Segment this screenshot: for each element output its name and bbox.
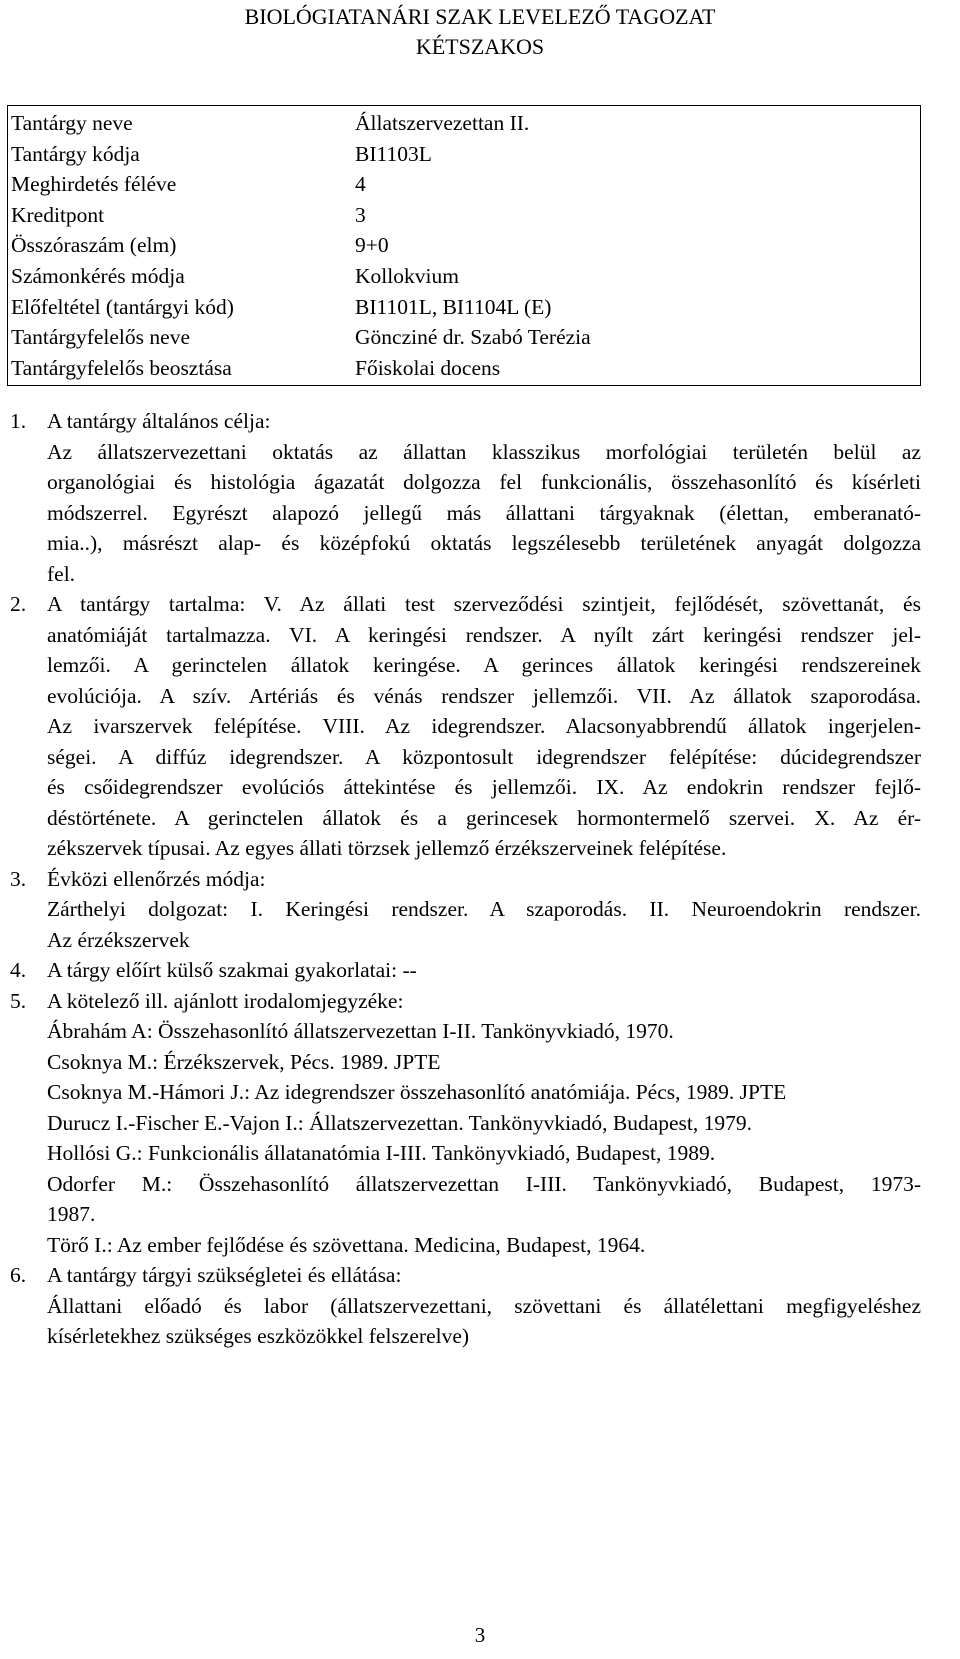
- section-title: A kötelező ill. ajánlott irodalomjegyzéke:: [47, 988, 404, 1013]
- section-heading: [10, 986, 921, 1017]
- info-row: [8, 292, 920, 323]
- section-heading: [10, 589, 921, 620]
- section-title: Évközi ellenőrzés módja:: [47, 866, 266, 891]
- info-label: Tantárgy neve: [11, 111, 133, 135]
- header-line-2: KÉTSZAKOS: [415, 34, 545, 59]
- section-midterm-assessment: [10, 864, 921, 956]
- info-row: [8, 200, 920, 231]
- course-info-table: [7, 105, 921, 386]
- section-bibliography: [10, 986, 921, 1261]
- section-heading: [10, 955, 921, 986]
- info-label: Előfeltétel (tantárgyi kód): [11, 294, 234, 319]
- page-number: 3: [474, 1623, 486, 1647]
- paragraph-line: módszerrel. Egyrészt alapozó jellegű más állattani tárgyaknak (élettan, emberanató-: [47, 500, 921, 525]
- info-row: [8, 322, 920, 353]
- section-title: A tantárgy általános célja:: [47, 409, 271, 433]
- info-value: 4: [355, 172, 366, 197]
- info-label: Kreditpont: [11, 202, 105, 227]
- info-label: Számonkérés módja: [11, 263, 185, 288]
- paragraph-line: ségei. A diffúz idegrendszer. A központosult idegrendszer felépítése: dúcidegrendszer: [47, 744, 921, 769]
- section-title: A tárgy előírt külső szakmai gyakorlatai: --: [47, 958, 417, 982]
- reference-item: Durucz I.-Fischer E.-Vajon I.: Állatszervezettan. Tankönyvkiadó, Budapest, 1979.: [47, 1110, 753, 1135]
- reference-item: Törő I.: Az ember fejlődése és szövettana. Medicina, Budapest, 1964.: [47, 1232, 646, 1257]
- section-heading: [10, 864, 921, 895]
- info-value: Főiskolai docens: [355, 355, 501, 380]
- section-title: A tantárgy tartalma:: [47, 592, 246, 616]
- reference-item: Hollósi G.: Funkcionális állatanatómia I-III. Tankönyvkiadó, Budapest, 1989.: [47, 1141, 716, 1165]
- info-value: Göncziné dr. Szabó Terézia: [355, 325, 591, 350]
- section-general-goal: [10, 406, 921, 589]
- paragraph-text: V. Az állati test szerveződési szintjeit, fejlődését, szövettanát, és: [263, 592, 921, 616]
- paragraph-line: anatómiáját tartalmazza. VI. A keringési rendszer. A nyílt zárt keringési rendszer jel-: [47, 622, 921, 647]
- section-number: 5.: [10, 988, 27, 1013]
- paragraph-line: fel.: [47, 561, 76, 586]
- info-value: Állatszervezettan II.: [355, 111, 530, 135]
- paragraph-line: mia..), másrészt alap- és középfokú oktatás legszélesebb területének anyagát dolgozza: [47, 531, 921, 555]
- reference-item: 1987.: [47, 1202, 96, 1226]
- reference-item: Csoknya M.-Hámori J.: Az idegrendszer összehasonlító anatómiája. Pécs, 1989. JPTE: [47, 1080, 787, 1104]
- info-value: BI1103L: [355, 141, 432, 166]
- paragraph-line: Az ivarszervek felépítése. VIII. Az idegrendszer. Alacsonyabbrendű állatok ingerjelen-: [47, 714, 921, 738]
- section-heading: [10, 406, 921, 437]
- info-row: [8, 353, 920, 384]
- reference-item: Odorfer M.: Összehasonlító állatszervezettan I-III. Tankönyvkiadó, Budapest, 1973-: [47, 1171, 921, 1196]
- section-number: 2.: [10, 592, 27, 616]
- paragraph-line: déstörténete. A gerinctelen állatok és a gerincesek hormontermelő szervei. X. Az ér-: [47, 805, 921, 830]
- info-row: [8, 139, 920, 170]
- info-label: Tantárgyfelelős neve: [11, 325, 190, 350]
- info-row: [8, 261, 920, 292]
- info-label: Tantárgy kódja: [11, 141, 140, 166]
- section-external-practice: [10, 955, 921, 986]
- section-number: 6.: [10, 1263, 27, 1287]
- info-value: Kollokvium: [355, 263, 459, 288]
- section-number: 1.: [10, 409, 27, 433]
- info-value: 9+0: [355, 233, 389, 258]
- paragraph-line: organológiai és histológia ágazatát dolgozza fel funkcionális, összehasonlító és kísérleti: [47, 470, 921, 494]
- info-value: 3: [355, 202, 366, 227]
- section-material-requirements: [10, 1260, 921, 1352]
- reference-item: Csoknya M.: Érzékszervek, Pécs. 1989. JPTE: [47, 1049, 441, 1074]
- info-value: BI1101L, BI1104L (E): [355, 294, 552, 319]
- paragraph-line: és csőidegrendszer evolúciós áttekintése és jellemzői. IX. Az endokrin rendszer fejlő-: [47, 775, 921, 799]
- document-body: [10, 406, 921, 1352]
- reference-item: Ábrahám A: Összehasonlító állatszervezettan I-II. Tankönyvkiadó, 1970.: [47, 1019, 674, 1043]
- info-row: [8, 230, 920, 261]
- paragraph-line: Zárthelyi dolgozat: I. Keringési rendszer. A szaporodás. II. Neuroendokrin rendszer.: [47, 897, 921, 921]
- paragraph-line: zékszervek típusai. Az egyes állati törzsek jellemző érzékszerveinek felépítése.: [47, 836, 727, 860]
- info-label: Összóraszám (elm): [11, 233, 177, 258]
- document-header: [0, 2, 960, 62]
- info-label: Tantárgyfelelős beosztása: [11, 355, 232, 380]
- paragraph-line: Állattani előadó és labor (állatszervezettani, szövettani és állatélettani megfigyeléshez: [47, 1293, 921, 1318]
- section-content: [10, 589, 921, 864]
- paragraph-line: kísérletekhez szükséges eszközökkel felszerelve): [47, 1324, 470, 1348]
- info-row: [8, 108, 920, 139]
- section-heading: [10, 1260, 921, 1291]
- section-number: 4.: [10, 958, 27, 982]
- info-row: [8, 169, 920, 200]
- paragraph-line: Az érzékszervek: [47, 927, 190, 952]
- header-line-1: BIOLÓGIATANÁRI SZAK LEVELEZŐ TAGOZAT: [244, 4, 716, 29]
- section-number: 3.: [10, 866, 27, 891]
- paragraph-line: Az állatszervezettani oktatás az állattan klasszikus morfológiai területén belül az: [47, 439, 921, 464]
- info-label: Meghirdetés féléve: [11, 172, 177, 197]
- paragraph-line: evolúciója. A szív. Artériás és vénás rendszer jellemzői. VII. Az állatok szaporodása.: [47, 683, 921, 708]
- section-title: A tantárgy tárgyi szükségletei és ellátása:: [47, 1263, 402, 1287]
- paragraph-line: lemzői. A gerinctelen állatok keringése. A gerinces állatok keringési rendszereinek: [47, 653, 921, 677]
